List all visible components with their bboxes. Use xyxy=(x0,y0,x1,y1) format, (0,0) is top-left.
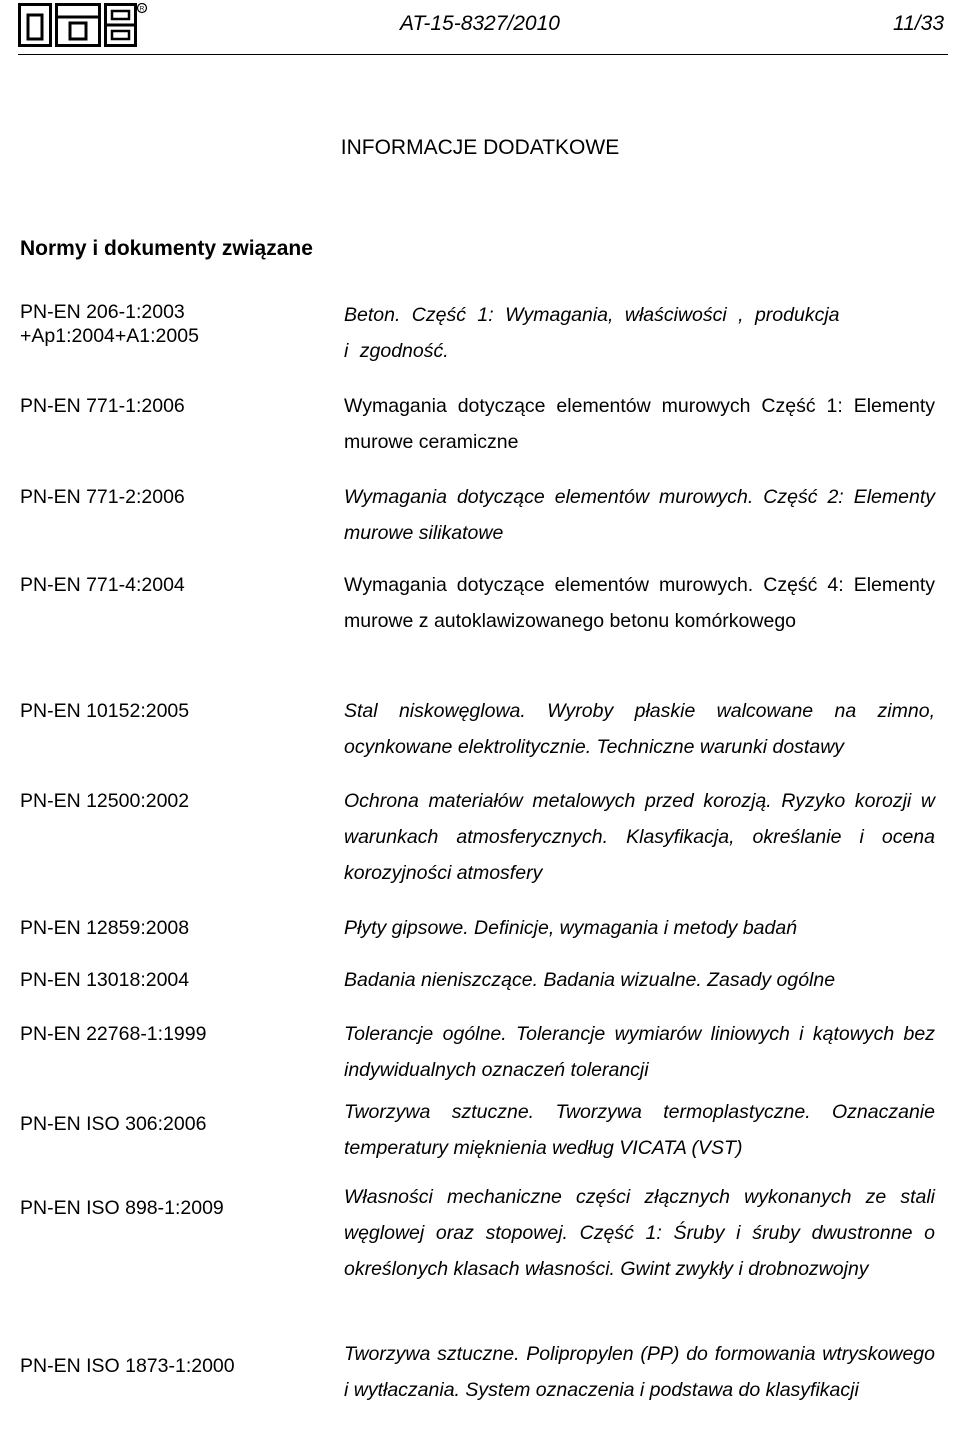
standard-code: PN-EN 10152:2005 xyxy=(20,700,190,722)
svg-text:R: R xyxy=(139,5,145,13)
standard-code: PN-EN ISO 898-1:2009 xyxy=(20,1197,224,1219)
standard-code: PN-EN ISO 306:2006 xyxy=(20,1113,207,1135)
standard-description: Płyty gipsowe. Definicje, wymagania i metody badań xyxy=(344,917,798,939)
page-title: INFORMACJE DODATKOWE xyxy=(340,136,620,159)
standard-code: PN-EN 206-1:2003 +Ap1:2004+A1:2005 xyxy=(20,301,199,347)
standard-code: PN-EN 13018:2004 xyxy=(20,969,190,991)
standard-code: PN-EN 12500:2002 xyxy=(20,790,190,812)
standard-code: PN-EN ISO 1873-1:2000 xyxy=(20,1355,235,1377)
standard-code: PN-EN 12859:2008 xyxy=(20,917,190,939)
standard-description: Tolerancje ogólne. Tolerancje wymiarów liniowych i kątowych bez indywidualnych oznaczeń tolerancji xyxy=(344,1023,935,1081)
standard-description: Ochrona materiałów metalowych przed korozją. Ryzyko korozji w warunkach atmosferycznych. Klasyfikacja, określanie i ocena korozyjności atmosfery xyxy=(344,790,935,884)
standard-code: PN-EN 771-2:2006 xyxy=(20,486,185,508)
standard-description: Beton. Część 1: Wymagania, właściwości , produkcja i zgodność. xyxy=(344,304,840,362)
standard-description: Tworzywa sztuczne. Tworzywa termoplastyczne. Oznaczanie temperatury mięknienia według VICATA (VST) xyxy=(344,1101,935,1159)
standard-code: PN-EN 771-4:2004 xyxy=(20,574,185,596)
standard-code: PN-EN 771-1:2006 xyxy=(20,395,185,417)
standard-description: Własności mechaniczne części złącznych wykonanych ze stali węglowej oraz stopowej. Część 1: Śruby i śruby dwustronne o określonych klasach własności. Gwint zwykły i drobnozwojny xyxy=(344,1186,935,1280)
standard-description: Wymagania dotyczące elementów murowych Część 1: Elementy murowe ceramiczne xyxy=(344,395,935,453)
standard-description: Wymagania dotyczące elementów murowych. Część 4: Elementy murowe z autoklawizowanego betonu komórkowego xyxy=(344,574,935,632)
page-number: 11/33 xyxy=(893,12,944,35)
standard-description: Stal niskowęglowa. Wyroby płaskie walcowane na zimno, ocynkowane elektrolitycznie. Techniczne warunki dostawy xyxy=(344,700,935,758)
standard-description: Tworzywa sztuczne. Polipropylen (PP) do formowania wtryskowego i wytłaczania. System oznaczenia i podstawa do klasyfikacji xyxy=(344,1343,935,1401)
section-title: Normy i dokumenty związane xyxy=(20,237,313,260)
header-divider xyxy=(18,54,948,55)
standard-description: Badania nieniszczące. Badania wizualne. Zasady ogólne xyxy=(344,969,836,991)
standard-code: PN-EN 22768-1:1999 xyxy=(20,1023,207,1045)
itb-logo-icon xyxy=(18,3,148,47)
document-number: AT-15-8327/2010 xyxy=(400,12,560,35)
standard-description: Wymagania dotyczące elementów murowych. Część 2: Elementy murowe silikatowe xyxy=(344,486,935,544)
